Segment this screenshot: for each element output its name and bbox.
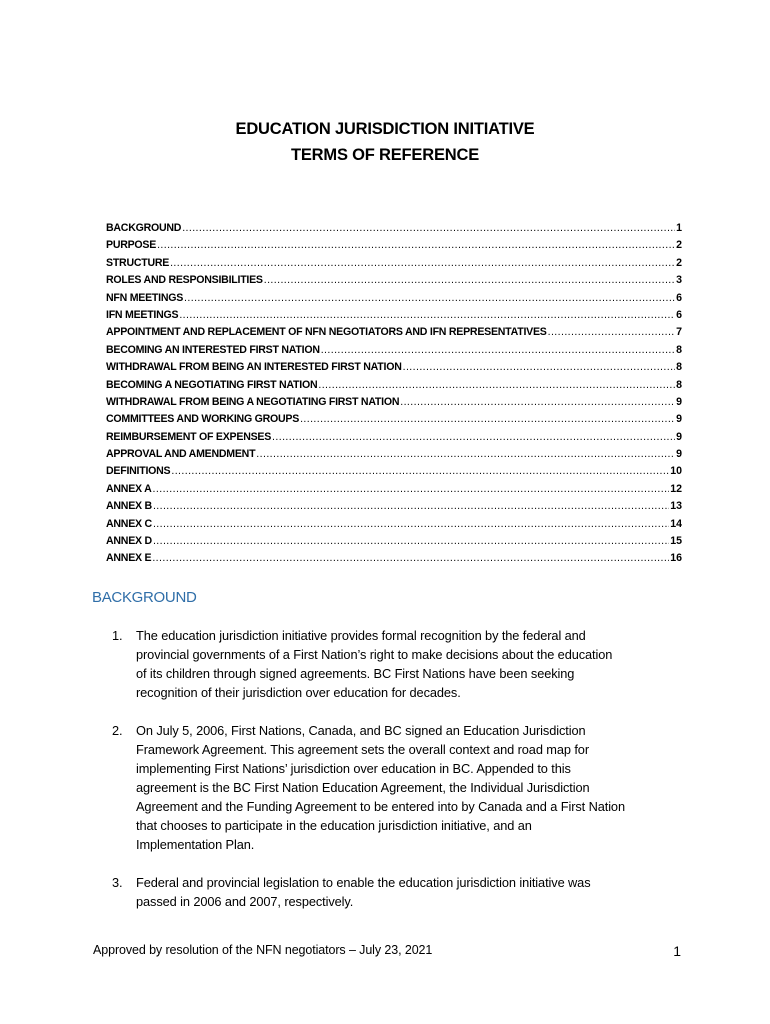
toc-entry-page: 7 [676,326,682,339]
document-title [0,116,770,168]
paragraph-line: provincial governments of a First Nation’s right to make decisions about the education [136,647,613,662]
background-paragraph [112,721,682,854]
toc-entry-label: BACKGROUND [106,221,182,234]
toc-entry-label: ANNEX A [106,482,152,495]
title-line-1: EDUCATION JURISDICTION INITIATIVE [235,120,535,138]
toc-entry[interactable] [106,377,682,394]
toc-entry-page: 13 [670,500,682,513]
toc-entry-page: 9 [676,430,682,443]
toc-leader-dots [548,324,675,341]
toc-entry[interactable] [106,498,682,515]
toc-entry[interactable] [106,550,682,567]
toc-leader-dots [300,411,675,428]
toc-entry-label: COMMITTEES AND WORKING GROUPS [106,413,300,426]
toc-leader-dots [400,394,675,411]
toc-entry-label: ANNEX D [106,535,152,548]
paragraph-line: Implementation Plan. [136,837,255,852]
toc-leader-dots [153,498,669,515]
toc-entry-page: 8 [676,361,682,374]
numbered-list [112,626,682,930]
toc-entry[interactable] [106,516,682,533]
toc-entry[interactable] [106,220,682,237]
toc-entry[interactable] [106,255,682,272]
toc-entry-page: 1 [676,221,682,234]
toc-entry-page: 14 [670,517,682,530]
toc-entry-page: 6 [676,308,682,321]
paragraph-text [136,626,682,702]
toc-entry[interactable] [106,307,682,324]
toc-leader-dots [272,429,675,446]
paragraph-line: that chooses to participate in the education jurisdiction initiative, and an [136,818,532,833]
toc-entry[interactable] [106,446,682,463]
toc-leader-dots [157,237,675,254]
paragraph-number: 1. [112,628,123,643]
toc-entry-page: 2 [676,239,682,252]
toc-leader-dots [318,377,675,394]
toc-leader-dots [153,533,669,550]
paragraph-number: 2. [112,723,123,738]
toc-entry-label: NFN MEETINGS [106,291,184,304]
toc-leader-dots [184,290,675,307]
paragraph-number: 3. [112,875,123,890]
toc-entry-page: 8 [676,378,682,391]
paragraph-text [136,721,682,854]
toc-entry-label: REIMBURSEMENT OF EXPENSES [106,430,272,443]
toc-entry-page: 9 [676,413,682,426]
toc-entry-page: 9 [676,395,682,408]
paragraph-line: passed in 2006 and 2007, respectively. [136,894,354,909]
toc-entry-label: ANNEX E [106,552,152,565]
toc-leader-dots [182,220,675,237]
toc-entry-label: APPOINTMENT AND REPLACEMENT OF NFN NEGOTIATORS AND IFN REPRESENTATIVES [106,326,547,339]
toc-entry-label: WITHDRAWAL FROM BEING A NEGOTIATING FIRST NATION [106,395,400,408]
toc-entry-page: 2 [676,256,682,269]
footer-page-number: 1 [673,943,681,959]
toc-leader-dots [153,516,669,533]
toc-entry[interactable] [106,237,682,254]
toc-entry-page: 15 [670,535,682,548]
paragraph-line: On July 5, 2006, First Nations, Canada, and BC signed an Education Jurisdiction [136,723,586,738]
toc-leader-dots [256,446,675,463]
toc-entry[interactable] [106,290,682,307]
toc-entry[interactable] [106,533,682,550]
toc-leader-dots [171,463,669,480]
paragraph-line: Federal and provincial legislation to enable the education jurisdiction initiative was [136,875,591,890]
toc-entry-label: ANNEX B [106,500,152,513]
toc-leader-dots [153,481,670,498]
toc-leader-dots [179,307,675,324]
paragraph-line: recognition of their jurisdiction over education for decades. [136,685,461,700]
table-of-contents [106,220,682,568]
toc-leader-dots [152,550,669,567]
toc-leader-dots [170,255,675,272]
paragraph-line: Framework Agreement. This agreement sets the overall context and road map for [136,742,589,757]
toc-entry-label: APPROVAL AND AMENDMENT [106,448,256,461]
paragraph-line: implementing First Nations’ jurisdiction over education in BC. Appended to this [136,761,571,776]
background-paragraph [112,873,682,911]
paragraph-line: Agreement and the Funding Agreement to be entered into by Canada and a First Nation [136,799,625,814]
background-paragraph [112,626,682,702]
toc-entry-label: BECOMING A NEGOTIATING FIRST NATION [106,378,318,391]
toc-entry-page: 9 [676,448,682,461]
paragraph-line: agreement is the BC First Nation Education Agreement, the Individual Jurisdiction [136,780,590,795]
toc-entry-page: 6 [676,291,682,304]
toc-entry-page: 3 [676,274,682,287]
toc-entry[interactable] [106,481,682,498]
toc-entry-page: 10 [670,465,682,478]
toc-entry-label: WITHDRAWAL FROM BEING AN INTERESTED FIRST NATION [106,361,402,374]
toc-entry-label: IFN MEETINGS [106,308,179,321]
paragraph-line: of its children through signed agreements. BC First Nations have been seeking [136,666,575,681]
footer-approval-text: Approved by resolution of the NFN negotiators – July 23, 2021 [93,943,433,957]
toc-entry-label: ANNEX C [106,517,152,530]
toc-entry[interactable] [106,324,682,341]
toc-leader-dots [403,359,675,376]
title-line-2: TERMS OF REFERENCE [291,146,479,164]
toc-entry[interactable] [106,463,682,480]
toc-entry[interactable] [106,342,682,359]
toc-entry[interactable] [106,394,682,411]
toc-entry[interactable] [106,411,682,428]
toc-entry-label: STRUCTURE [106,256,170,269]
section-heading-background: BACKGROUND [92,589,197,606]
paragraph-text [136,873,682,911]
toc-entry-label: ROLES AND RESPONSIBILITIES [106,274,263,287]
toc-entry-page: 12 [670,482,682,495]
toc-entry[interactable] [106,359,682,376]
toc-entry[interactable] [106,429,682,446]
toc-entry-page: 16 [670,552,682,565]
toc-entry[interactable] [106,272,682,289]
paragraph-line: The education jurisdiction initiative provides formal recognition by the federal and [136,628,586,643]
toc-entry-label: BECOMING AN INTERESTED FIRST NATION [106,343,320,356]
toc-entry-page: 8 [676,343,682,356]
toc-entry-label: PURPOSE [106,239,157,252]
toc-leader-dots [264,272,675,289]
toc-leader-dots [321,342,675,359]
toc-entry-label: DEFINITIONS [106,465,171,478]
